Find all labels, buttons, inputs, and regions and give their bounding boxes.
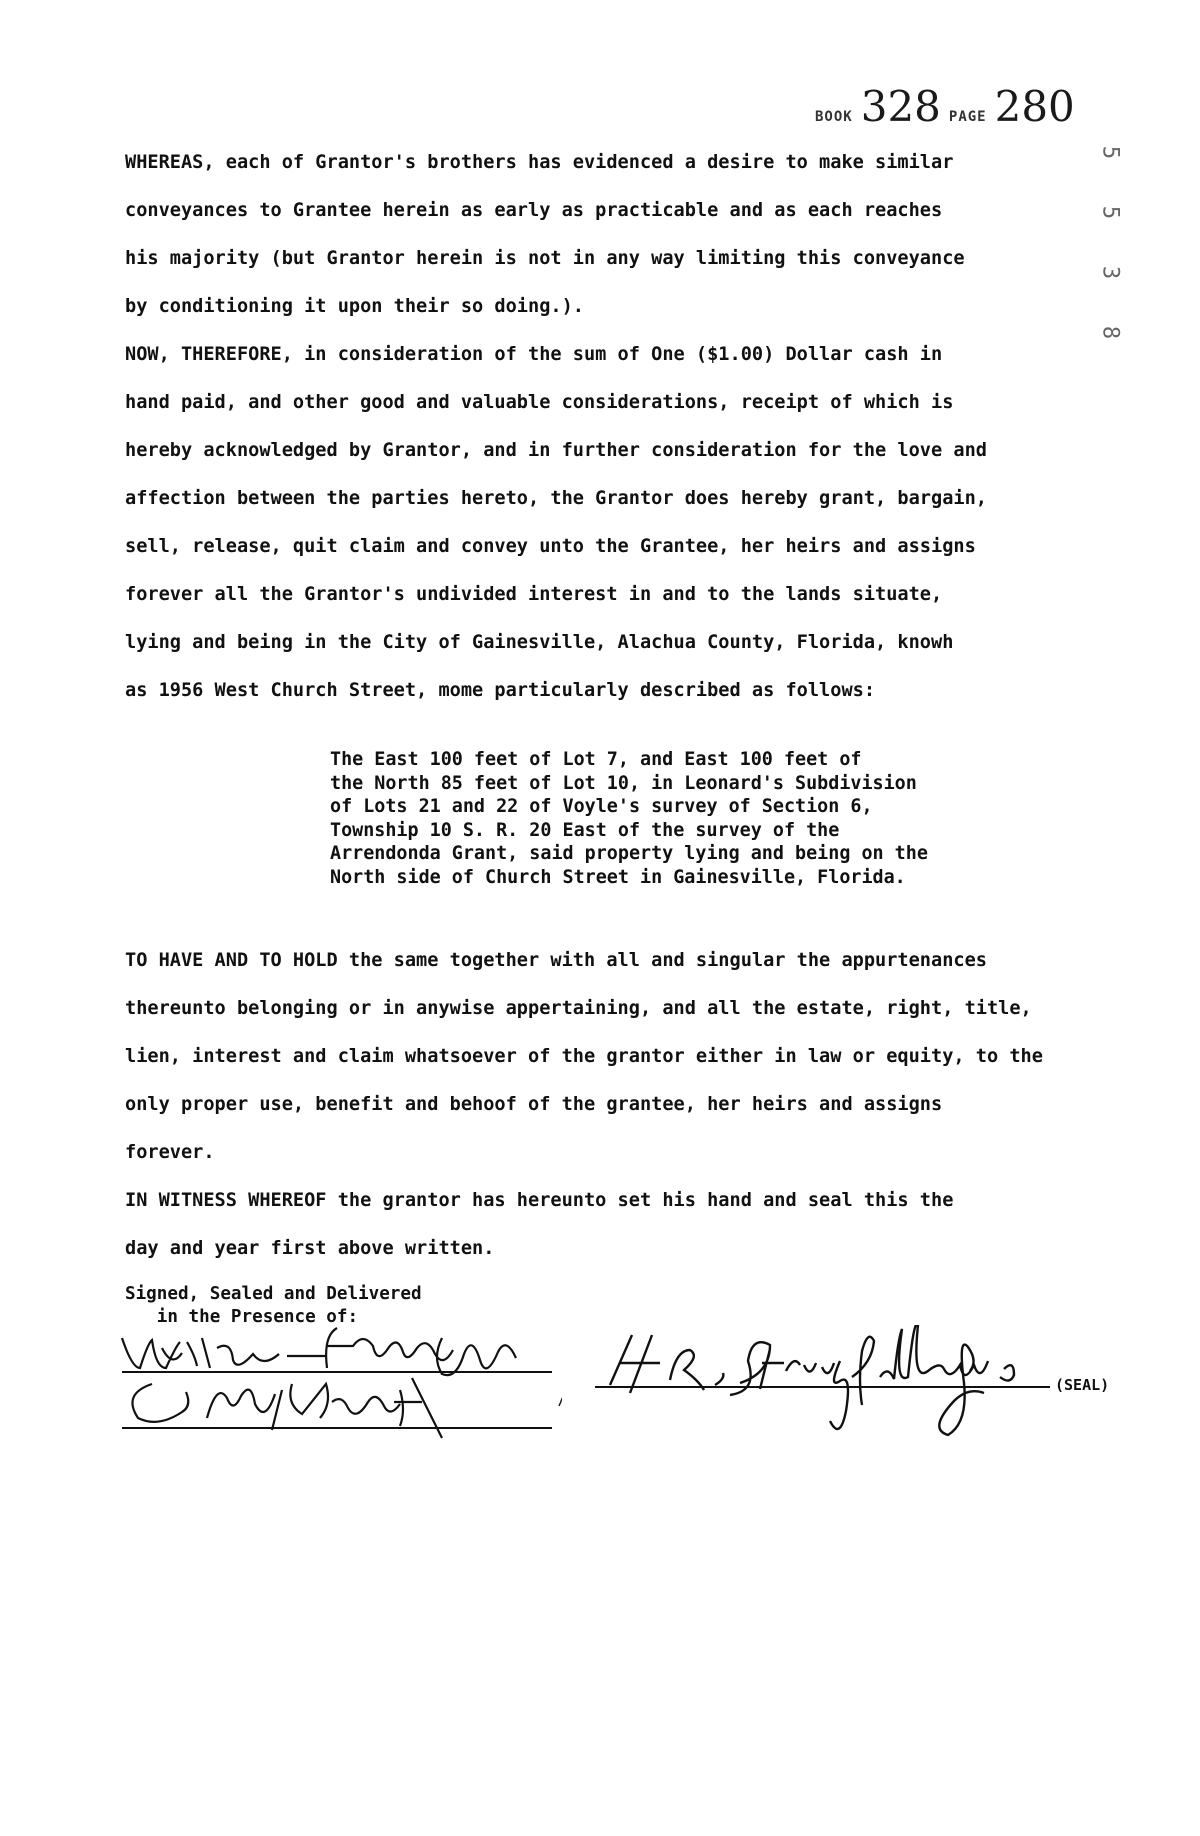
text-line: lien, interest and claim whatsoever of the grantor either in law or equity, to the [125, 1046, 1043, 1067]
page-label: PAGE [948, 109, 987, 125]
book-page-header [815, 82, 1075, 131]
legal-line: The East 100 feet of Lot 7, and East 100 feet of [330, 749, 862, 770]
text-line: lying and being in the City of Gainesville, Alachua County, Florida, knowh [125, 632, 954, 653]
text-line: his majority (but Grantor herein is not in any way limiting this conveyance [125, 248, 965, 269]
text-line: TO HAVE AND TO HOLD the same together with all and singular the appurtenances [125, 950, 987, 971]
page-number: 280 [994, 82, 1075, 131]
legal-line: North side of Church Street in Gainesville, Florida. [330, 866, 906, 888]
text-line: forever. [125, 1142, 215, 1163]
margin-stamp-digit: 3 [1097, 265, 1123, 280]
legal-line: of Lots 21 and 22 of Voyle's survey of Section 6, [330, 796, 873, 817]
text-line: conveyances to Grantee herein as early as practicable and as each reaches [125, 200, 943, 221]
witness-signatures [112, 1318, 562, 1448]
margin-stamp-digit: 8 [1097, 325, 1123, 340]
habendum-paragraph [125, 946, 1043, 1282]
text-line: affection between the parties hereto, the Grantor does hereby grant, bargain, [125, 488, 987, 509]
signed-line: Signed, Sealed and Delivered [125, 1284, 422, 1304]
text-line: sell, release, quit claim and convey unto the Grantee, her heirs and assigns [125, 536, 976, 557]
text-line: WHEREAS, each of Grantor's brothers has evidenced a desire to make similar [125, 152, 954, 173]
text-line: hereby acknowledged by Grantor, and in further consideration for the love and [125, 440, 987, 461]
text-line: hand paid, and other good and valuable considerations, receipt of which is [125, 392, 954, 413]
grantor-signature [590, 1325, 1050, 1445]
recitals-paragraph [125, 148, 1125, 724]
book-number: 328 [860, 82, 941, 131]
text-line: thereunto belonging or in anywise appertaining, and all the estate, right, title, [125, 998, 1032, 1019]
book-label: BOOK [815, 109, 853, 125]
legal-line: Township 10 S. R. 20 East of the survey of the [330, 819, 840, 841]
text-line: only proper use, benefit and behoof of the grantee, her heirs and assigns [125, 1094, 943, 1115]
text-line: as 1956 West Church Street, mome particularly described as follows: [125, 680, 876, 701]
text-line: IN WITNESS WHEREOF the grantor has hereunto set his hand and seal this the [125, 1190, 954, 1211]
presence-line: in the Presence of: [125, 1307, 359, 1327]
legal-description [330, 748, 928, 889]
margin-stamp-digit: 5 [1097, 145, 1123, 160]
seal-label: (SEAL) [1055, 1376, 1110, 1394]
margin-stamp-digit: 5 [1097, 205, 1123, 220]
text-line: by conditioning it upon their so doing.). [125, 296, 584, 317]
legal-line: Arrendonda Grant, said property lying and being on the [330, 843, 928, 864]
text-line: NOW, THEREFORE, in consideration of the sum of One ($1.00) Dollar cash in [125, 344, 943, 365]
legal-line: the North 85 feet of Lot 10, in Leonard's Subdivision [330, 772, 917, 794]
text-line: forever all the Grantor's undivided interest in and to the lands situate, [125, 584, 943, 605]
text-line: day and year first above written. [125, 1238, 495, 1259]
